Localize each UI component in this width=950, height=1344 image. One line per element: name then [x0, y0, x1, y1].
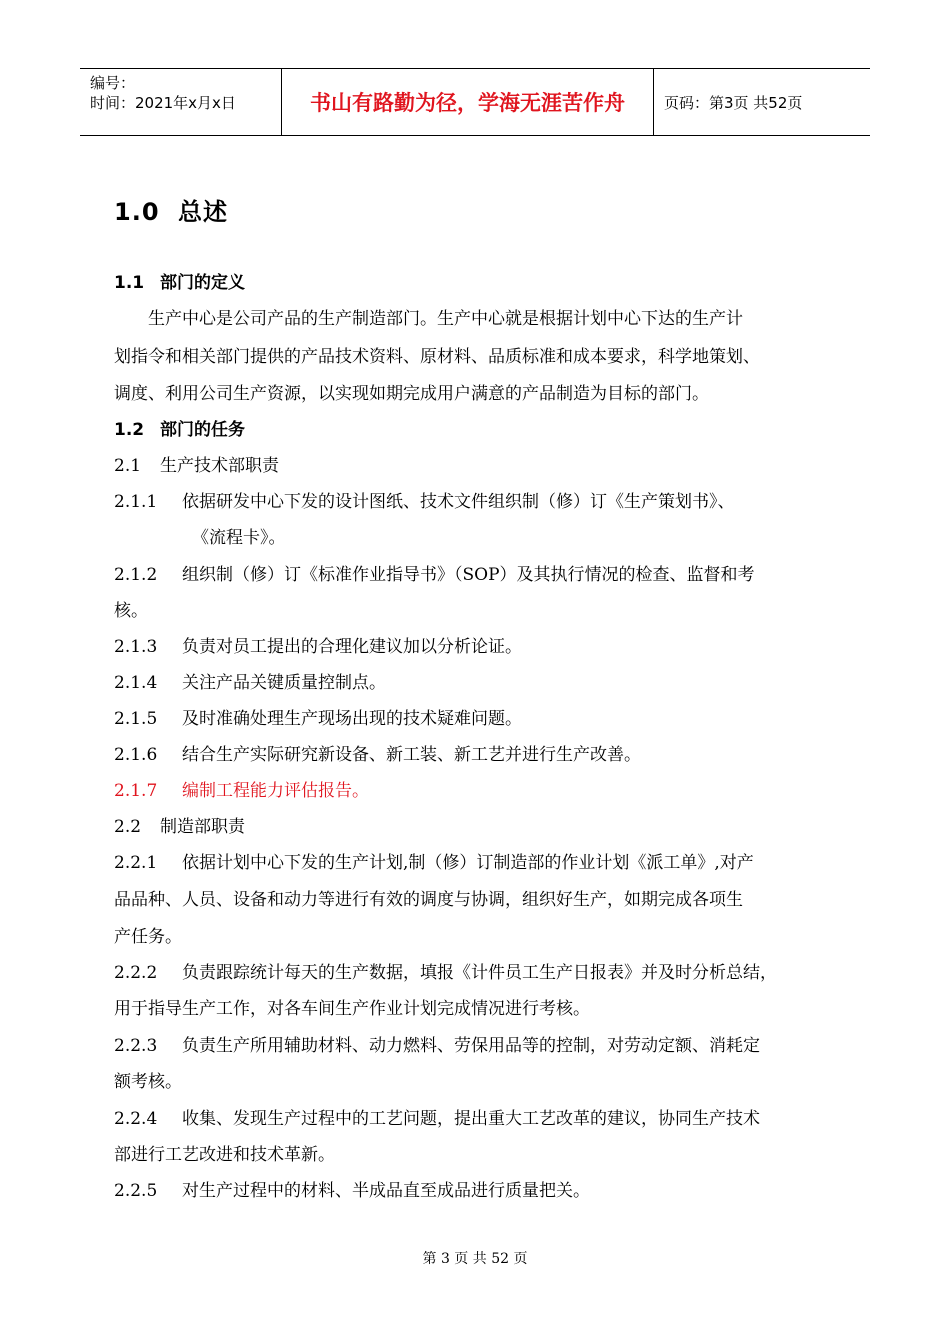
item-text: 关注产品关键质量控制点。	[182, 673, 386, 693]
page-header	[80, 68, 870, 136]
header-page-info: 页码：第3页 共52页	[664, 93, 803, 112]
doc-number-label: 编号：	[90, 74, 136, 92]
item-text: 依据计划中心下发的生产计划,制（修）订制造部的作业计划《派工单》,对产	[182, 853, 754, 873]
item-number: 2.2	[114, 817, 142, 837]
list-item	[114, 668, 386, 693]
heading-text: 部门的定义	[160, 273, 245, 293]
section-title-number: 1.0	[114, 198, 160, 226]
item-text: 生产技术部职责	[160, 456, 279, 476]
item-text: 编制工程能力评估报告。	[182, 781, 369, 801]
header-meta	[80, 69, 282, 135]
item-number: 2.1.6	[114, 745, 158, 765]
list-item-continuation: 部进行工艺改进和技术革新。	[114, 1145, 335, 1165]
subheading-2-1	[114, 451, 279, 476]
item-text: 收集、发现生产过程中的工艺问题，提出重大工艺改革的建议，协同生产技术	[182, 1109, 760, 1129]
paragraph-line: 调度、利用公司生产资源，以实现如期完成用户满意的产品制造为目标的部门。	[114, 384, 709, 404]
item-number: 2.1.5	[114, 709, 158, 729]
item-number: 2.2.2	[114, 963, 158, 983]
section-title-text: 总述	[178, 198, 228, 226]
list-item	[114, 632, 522, 657]
item-text: 结合生产实际研究新设备、新工装、新工艺并进行生产改善。	[182, 745, 641, 765]
item-number: 2.1.7	[114, 781, 158, 801]
list-item	[114, 704, 522, 729]
item-text: 及时准确处理生产现场出现的技术疑难问题。	[182, 709, 522, 729]
list-item-continuation: 用于指导生产工作，对各车间生产作业计划完成情况进行考核。	[114, 999, 590, 1019]
list-item	[114, 1104, 760, 1129]
heading-number: 1.1	[114, 273, 145, 293]
item-number: 2.1	[114, 456, 142, 476]
list-item-continuation: 核。	[114, 601, 148, 621]
item-text: 组织制（修）订《标准作业指导书》（SOP）及其执行情况的检查、监督和考	[182, 565, 755, 585]
heading-number: 1.2	[114, 420, 145, 440]
item-number: 2.1.1	[114, 492, 158, 512]
item-number: 2.1.2	[114, 565, 158, 585]
list-item-continuation: 产任务。	[114, 927, 182, 947]
list-item	[114, 1031, 760, 1056]
item-number: 2.2.5	[114, 1181, 158, 1201]
item-number: 2.2.4	[114, 1109, 158, 1129]
item-text: 负责生产所用辅助材料、动力燃料、劳保用品等的控制，对劳动定额、消耗定	[182, 1036, 760, 1056]
item-text: 依据研发中心下发的设计图纸、技术文件组织制（修）订《生产策划书》、	[182, 492, 735, 512]
list-item	[114, 1176, 590, 1201]
item-text: 对生产过程中的材料、半成品直至成品进行质量把关。	[182, 1181, 590, 1201]
item-number: 2.2.1	[114, 853, 158, 873]
header-motto: 书山有路勤为径，学海无涯苦作舟	[282, 69, 654, 135]
paragraph-line: 划指令和相关部门提供的产品技术资料、原材料、品质标准和成本要求，科学地策划、	[114, 347, 760, 367]
heading-text: 部门的任务	[160, 420, 245, 440]
item-text: 负责对员工提出的合理化建议加以分析论证。	[182, 637, 522, 657]
list-item-continuation: 品品种、人员、设备和动力等进行有效的调度与协调，组织好生产，如期完成各项生	[114, 890, 743, 910]
heading-1-1	[114, 268, 245, 293]
list-item	[114, 848, 754, 873]
heading-1-2	[114, 415, 245, 440]
list-item	[114, 958, 777, 983]
paragraph-line: 生产中心是公司产品的生产制造部门。生产中心就是根据计划中心下达的生产计	[148, 309, 743, 329]
list-item-highlighted	[114, 776, 369, 801]
item-number: 2.2.3	[114, 1036, 158, 1056]
list-item	[114, 740, 641, 765]
list-item	[114, 560, 755, 585]
page-footer: 第 3 页 共 52 页	[422, 1251, 528, 1267]
list-item	[114, 487, 735, 512]
list-item-continuation: 《流程卡》。	[192, 528, 286, 548]
item-number: 2.1.3	[114, 637, 158, 657]
section-title	[114, 192, 228, 227]
doc-time-label: 时间：2021年x月x日	[90, 94, 236, 112]
item-text: 制造部职责	[160, 817, 245, 837]
subheading-2-2	[114, 812, 245, 837]
item-number: 2.1.4	[114, 673, 158, 693]
list-item-continuation: 额考核。	[114, 1072, 182, 1092]
item-text: 负责跟踪统计每天的生产数据，填报《计件员工生产日报表》并及时分析总结，	[182, 963, 777, 983]
